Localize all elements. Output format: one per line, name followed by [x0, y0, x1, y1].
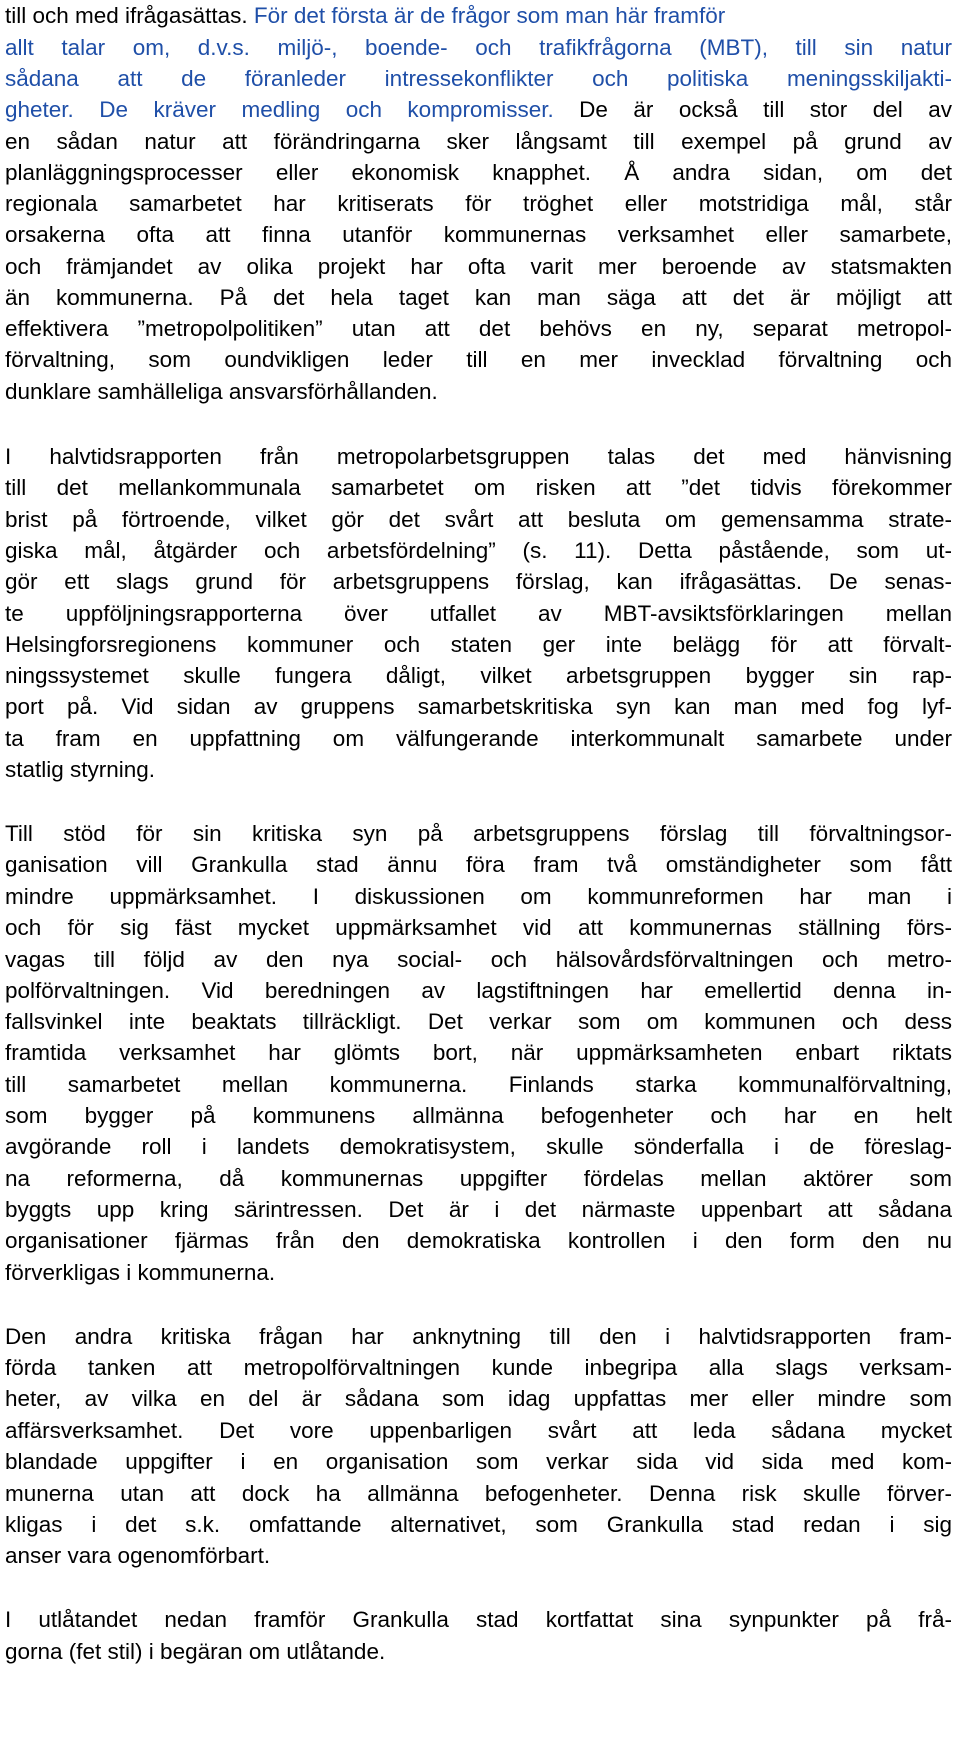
text-segment: munerna utan att dock ha allmänna befogenheter. Denna risk skulle förver- [5, 1481, 952, 1506]
text-line [5, 1225, 952, 1257]
text-line [5, 1540, 270, 1572]
text-segment: ningssystemet skulle fungera dåligt, vilket arbetsgruppen bygger sin rap- [5, 663, 952, 688]
text-line [5, 1069, 952, 1101]
text-line [5, 441, 952, 473]
text-line [5, 944, 952, 976]
text-line [5, 1194, 952, 1226]
text-line [5, 849, 952, 881]
text-segment: och för sig fäst mycket uppmärksamhet vid att kommunernas ställning förs- [5, 915, 952, 940]
text-line [5, 1321, 952, 1353]
text-line [5, 818, 952, 850]
text-segment: Helsingforsregionens kommuner och staten ger inte belägg för att förvalt- [5, 632, 952, 657]
text-line [5, 251, 952, 283]
text-line [5, 691, 952, 723]
text-segment: De är också till stor del av [579, 97, 952, 122]
text-segment: än kommunerna. På det hela taget kan man säga att det är möjligt att [5, 285, 952, 310]
text-segment: förverkligas i kommunerna. [5, 1260, 276, 1285]
text-line [5, 313, 952, 345]
text-segment: effektivera ”metropolpolitiken” utan att det behövs en ny, separat metropol- [5, 316, 952, 341]
text-line [5, 344, 952, 376]
text-segment: na reformerna, då kommunernas uppgifter fördelas mellan aktörer som [5, 1166, 952, 1191]
text-line [5, 1037, 952, 1069]
text-segment: giska mål, åtgärder och arbetsfördelning” (s. 11). Detta påstående, som ut- [5, 538, 952, 563]
text-line [5, 94, 952, 126]
text-line [5, 598, 952, 630]
text-line [5, 1478, 952, 1510]
text-segment: till det mellankommunala samarbetet om risken att ”det tidvis förekommer [5, 475, 952, 500]
text-segment: Till stöd för sin kritiska syn på arbetsgruppens förslag till förvaltningsor- [5, 821, 952, 846]
text-line [5, 32, 952, 64]
text-line [5, 282, 952, 314]
text-line [5, 1006, 952, 1038]
text-segment: polförvaltningen. Vid beredningen av lagstiftningen har emellertid denna in- [5, 978, 952, 1003]
text-line [5, 535, 952, 567]
text-line [5, 660, 952, 692]
text-line [5, 0, 725, 32]
text-segment: Den andra kritiska frågan har anknytning till den i halvtidsrapporten fram- [5, 1324, 952, 1349]
text-line [5, 566, 952, 598]
text-segment: som bygger på kommunens allmänna befogenheter och har en helt [5, 1103, 952, 1128]
text-segment: en sådan natur att förändringarna sker långsamt till exempel på grund av [5, 129, 952, 154]
text-segment: organisationer fjärmas från den demokratiska kontrollen i den form den nu [5, 1228, 952, 1253]
text-segment: regionala samarbetet har kritiserats för tröghet eller motstridiga mål, står [5, 191, 952, 216]
text-line [5, 126, 952, 158]
text-line [5, 504, 952, 536]
text-line [5, 1257, 275, 1289]
text-line [5, 1352, 952, 1384]
text-segment: gör ett slags grund för arbetsgruppens förslag, kan ifrågasättas. De senas- [5, 569, 952, 594]
text-line [5, 723, 952, 755]
text-segment: avgörande roll i landets demokratisystem, skulle sönderfalla i de föreslag- [5, 1134, 952, 1159]
text-segment: fallsvinkel inte beaktats tillräckligt. Det verkar som om kommunen och dess [5, 1009, 952, 1034]
text-segment: I utlåtandet nedan framför Grankulla stad kortfattat sina synpunkter på frå- [5, 1607, 952, 1632]
text-line [5, 376, 438, 408]
text-line [5, 472, 952, 504]
text-segment: orsakerna ofta att finna utanför kommunernas verksamhet eller samarbete, [5, 222, 952, 247]
link-text[interactable]: sådana att de föranleder intressekonflikter och politiska meningsskiljakti- [5, 66, 952, 91]
text-segment: ganisation vill Grankulla stad ännu föra fram två omständigheter som fått [5, 852, 952, 877]
text-line [5, 1604, 952, 1636]
text-segment: I halvtidsrapporten från metropolarbetsgruppen talas det med hänvisning [5, 444, 952, 469]
text-segment: heter, av vilka en del är sådana som idag uppfattas mer eller mindre som [5, 1386, 952, 1411]
text-segment: port på. Vid sidan av gruppens samarbetskritiska syn kan man med fog lyf- [5, 694, 952, 719]
text-line [5, 912, 952, 944]
text-segment: framtida verksamhet har glömts bort, när uppmärksamheten enbart riktats [5, 1040, 952, 1065]
text-line [5, 157, 952, 189]
text-line [5, 881, 952, 913]
text-segment: ta fram en uppfattning om välfungerande interkommunalt samarbete under [5, 726, 952, 751]
text-segment: till och med ifrågasättas. [5, 3, 254, 28]
text-segment: statlig styrning. [5, 757, 156, 782]
text-line [5, 188, 952, 220]
text-line [5, 1509, 952, 1541]
text-segment: kligas i det s.k. omfattande alternativet, som Grankulla stad redan i sig [5, 1512, 952, 1537]
text-line [5, 1100, 952, 1132]
text-segment: mindre uppmärksamhet. I diskussionen om kommunreformen har man i [5, 884, 952, 909]
text-line [5, 1163, 952, 1195]
text-segment: te uppföljningsrapporterna över utfallet av MBT-avsiktsförklaringen mellan [5, 601, 952, 626]
text-segment: och främjandet av olika projekt har ofta varit mer beroende av statsmakten [5, 254, 952, 279]
text-segment: anser vara ogenomförbart. [5, 1543, 271, 1568]
text-segment: brist på förtroende, vilket gör det svårt att besluta om gemensamma strate- [5, 507, 952, 532]
text-line [5, 1383, 952, 1415]
text-line [5, 63, 952, 95]
text-line [5, 1415, 952, 1447]
text-segment: byggts upp kring särintressen. Det är i det närmaste uppenbart att sådana [5, 1197, 952, 1222]
link-text[interactable]: gheter. De kräver medling och kompromisser. [5, 97, 580, 122]
text-segment: förda tanken att metropolförvaltningen kunde inbegripa alla slags verksam- [5, 1355, 952, 1380]
text-line [5, 1636, 385, 1668]
text-line [5, 219, 952, 251]
text-segment: vagas till följd av den nya social- och hälsovårdsförvaltningen och metro- [5, 947, 952, 972]
text-segment: förvaltning, som oundvikligen leder till en mer invecklad förvaltning och [5, 347, 952, 372]
text-segment: blandade uppgifter i en organisation som verkar sida vid sida med kom- [5, 1449, 952, 1474]
link-text[interactable]: allt talar om, d.v.s. miljö-, boende- och trafikfrågorna (MBT), till sin natur [5, 35, 952, 60]
text-segment: planläggningsprocesser eller ekonomisk knapphet. Å andra sidan, om det [5, 160, 952, 185]
text-segment: gorna (fet stil) i begäran om utlåtande. [5, 1639, 386, 1664]
text-segment: dunklare samhälleliga ansvarsförhållanden. [5, 379, 438, 404]
text-segment: till samarbetet mellan kommunerna. Finlands starka kommunalförvaltning, [5, 1072, 952, 1097]
text-line [5, 975, 952, 1007]
text-line [5, 629, 952, 661]
text-segment: affärsverksamhet. Det vore uppenbarligen svårt att leda sådana mycket [5, 1418, 952, 1443]
text-line [5, 754, 155, 786]
text-line [5, 1446, 952, 1478]
link-text[interactable]: För det första är de frågor som man här framför [253, 3, 726, 28]
text-line [5, 1131, 952, 1163]
